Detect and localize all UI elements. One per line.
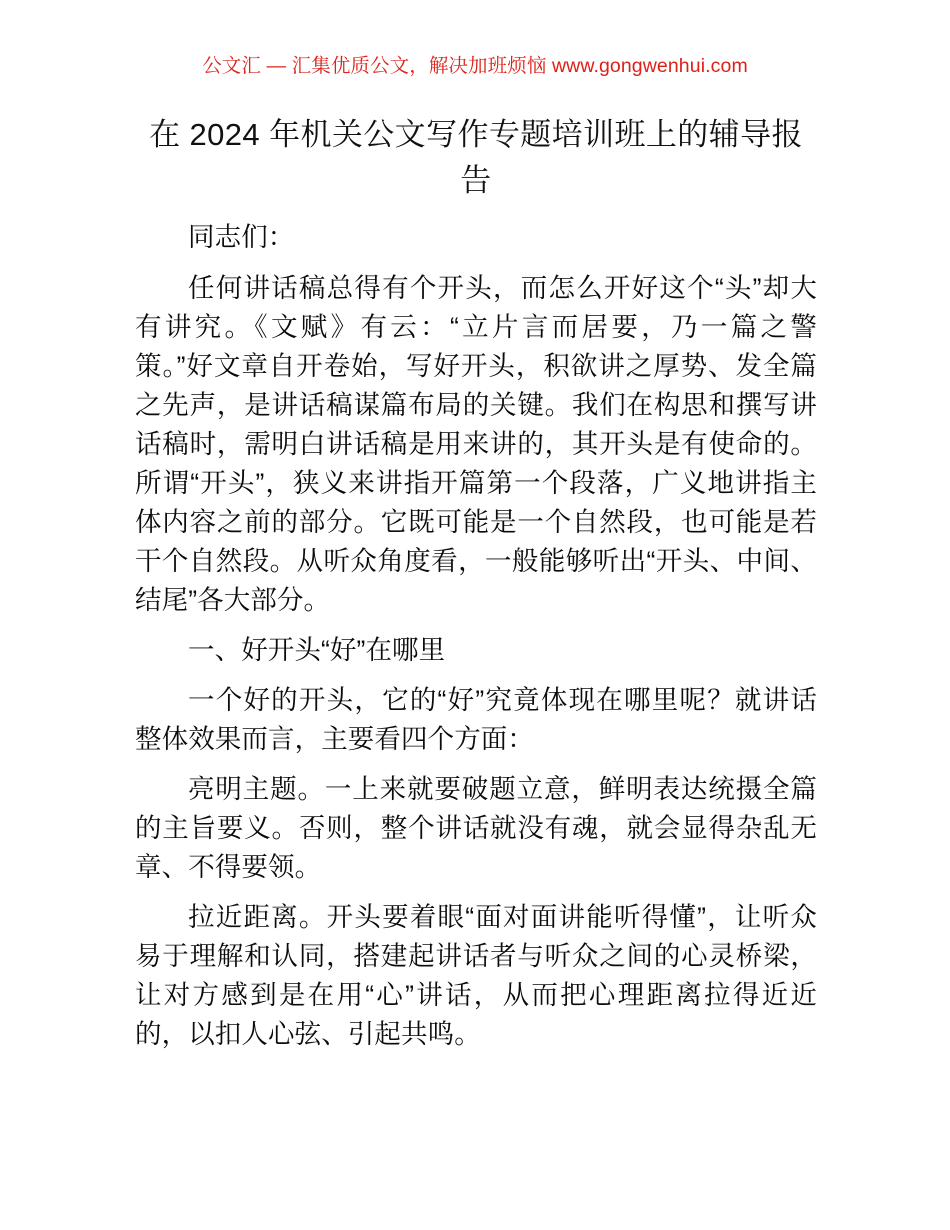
promo-website-url: www.gongwenhui.com — [551, 55, 748, 77]
paragraph-point-lajin-juli: 拉近距离。开头要着眼“面对面讲能听得懂”，让听众易于理解和认同，搭建起讲话者与听众之间的心灵桥梁，让对方感到是在用“心”讲话，从而把心理距离拉得近近的，以扣人心弦、引起共鸣。 — [135, 902, 817, 1049]
section-heading-one: 一、好开头“好”在哪里 — [188, 635, 446, 665]
document-content — [135, 112, 817, 1065]
paragraph-point-liangming-zhuti: 亮明主题。一上来就要破题立意，鲜明表达统摄全篇的主旨要义。否则，整个讲话就没有魂，就会显得杂乱无章、不得要领。 — [135, 774, 817, 882]
promo-brand-text: 公文汇 — 汇集优质公文，解决加班烦恼 — [202, 55, 547, 77]
salutation: 同志们： — [188, 222, 295, 252]
paragraph-intro: 任何讲话稿总得有个开头，而怎么开好这个“头”却大有讲究。《文赋》有云：“立片言而居要，乃一篇之警策。”好文章自开卷始，写好开头，积欲讲之厚势、发全篇之先声，是讲话稿谋篇布局的关键。我们在构思和撰写讲话稿时，需明白讲话稿是用来讲的，其开头是有使命的。所谓“开头”，狭义来讲指开篇第一个段落，广义地讲指主体内容之前的部分。它既可能是一个自然段，也可能是若干个自然段。从听众角度看，一般能够听出“开头、中间、结尾”各大部分。 — [135, 273, 817, 615]
document-title: 在 2024 年机关公文写作专题培训班上的辅导报告 — [149, 117, 803, 198]
promo-banner — [0, 54, 950, 78]
paragraph-section-intro: 一个好的开头，它的“好”究竟体现在哪里呢？就讲话整体效果而言，主要看四个方面： — [135, 685, 817, 754]
